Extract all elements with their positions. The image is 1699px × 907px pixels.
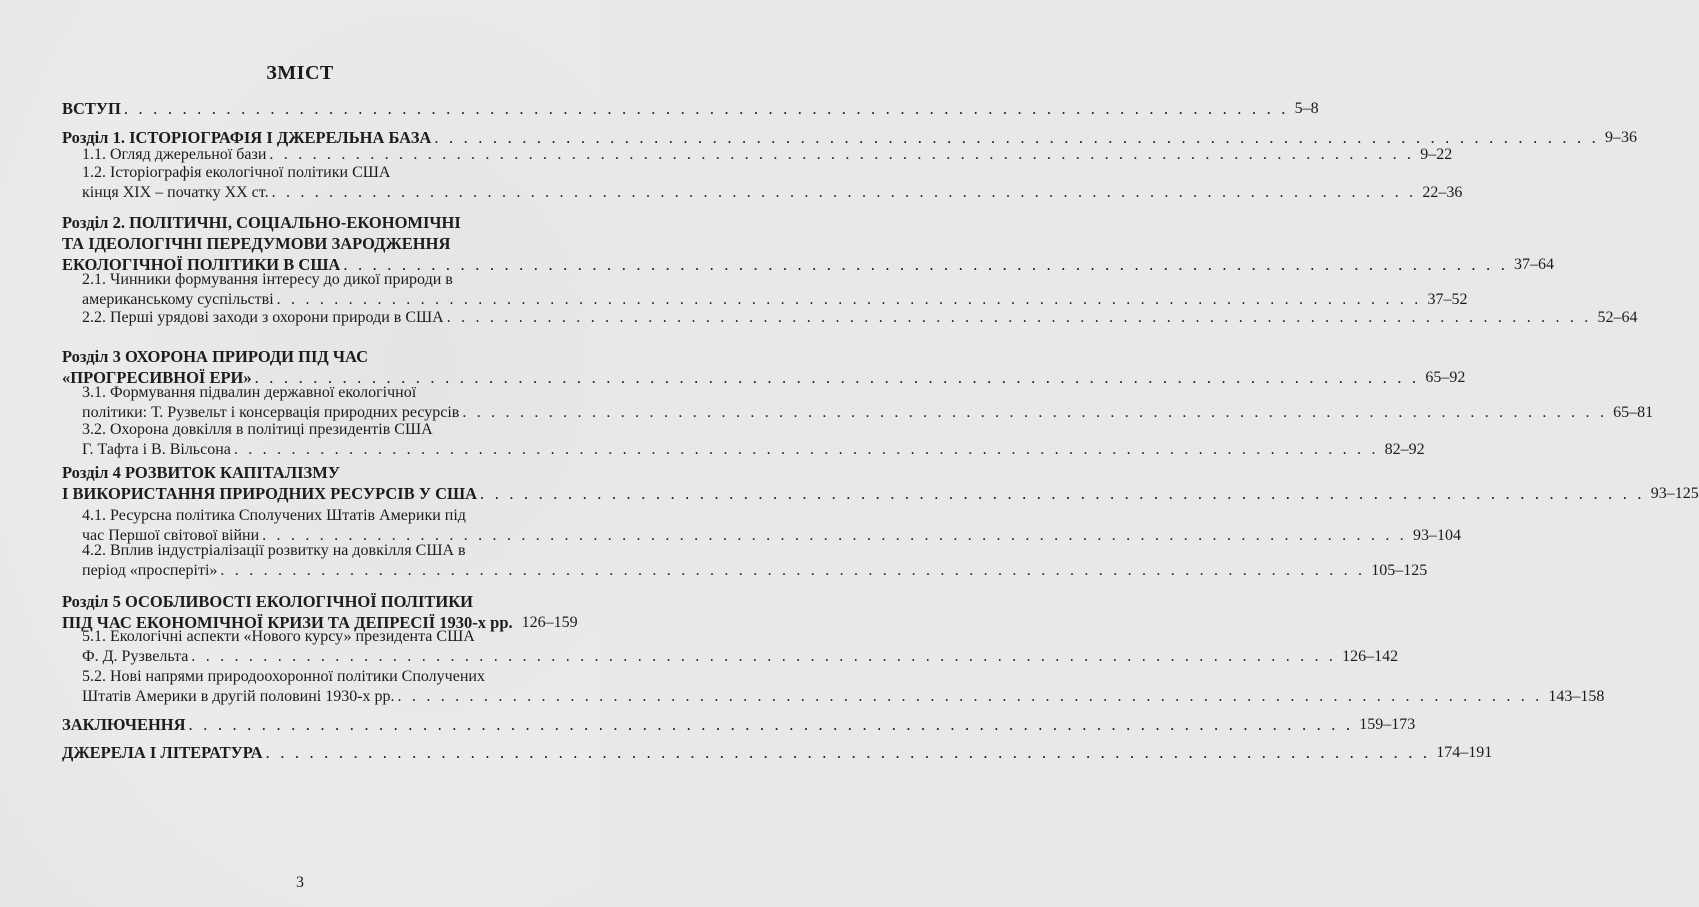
toc-page-range: 65–92	[1425, 369, 1466, 386]
toc-page-range: 93–104	[1412, 526, 1461, 544]
toc-entry-line: 4.2. Вплив індустріалізації розвитку на довкілля США в	[82, 542, 466, 559]
dot-leader: . . . . . . . . . . . . . . . . . . . . . . . . . . . . . . . . . . . . . . . . . . . . . . . . . . . . . . . . . . . . . . . . . . . . . . . . . . . . . . . .	[462, 403, 1608, 421]
toc-chapter-entry	[62, 346, 1466, 388]
toc-page-range: 37–52	[1427, 290, 1468, 308]
toc-entry-title: «ПРОГРЕСИВНОЇ ЕРИ»	[62, 368, 252, 387]
toc-entry-line	[82, 290, 1468, 310]
toc-entry-title: Ф. Д. Рузвельта	[82, 647, 189, 665]
toc-entry-title: Штатів Америки в другій половині 1930-х рр.	[82, 687, 395, 705]
toc-entry-line	[82, 687, 1605, 707]
toc-section-entry	[82, 627, 1399, 666]
toc-entry-title: Розділ 1. ІСТОРІОГРАФІЯ І ДЖЕРЕЛЬНА БАЗА	[62, 128, 432, 147]
toc-entry-title: ЕКОЛОГІЧНОЇ ПОЛІТИКИ В США	[62, 255, 341, 274]
toc-page-range: 93–125	[1650, 485, 1699, 502]
toc-entry-title: ПІД ЧАС ЕКОНОМІЧНОЇ КРИЗИ ТА ДЕПРЕСІЇ 1930-х рр.	[62, 613, 513, 632]
toc-entry-title: ДЖЕРЕЛА І ЛІТЕРАТУРА	[62, 743, 263, 762]
toc-entry-title: політики: Т. Рузвельт і консервація природних ресурсів	[82, 403, 460, 421]
toc-entry-line: Розділ 4 РОЗВИТОК КАПІТАЛІЗМУ	[62, 463, 340, 482]
toc-page-range: 126–159	[521, 614, 578, 631]
toc-page-range: 37–64	[1514, 256, 1555, 273]
dot-leader: . . . . . . . . . . . . . . . . . . . . . . . . . . . . . . . . . . . . . . . . . . . . . . . . . . . . . . . . . . . . . . . . . . . . . . . . . . . . . . . .	[254, 368, 1420, 387]
toc-chapter-entry	[62, 714, 1416, 735]
toc-entry-title: час Першої світової війни	[82, 526, 260, 544]
dot-leader: . . . . . . . . . . . . . . . . . . . . . . . . . . . . . . . . . . . . . . . . . . . . . . . . . . . . . . . . . . . . . . . . . . . . . . . . . . . . . . . .	[276, 290, 1422, 308]
toc-entry-title: кінця XIX – початку XX ст.	[82, 183, 269, 201]
toc-entry-title: І ВИКОРИСТАННЯ ПРИРОДНИХ РЕСУРСІВ У США	[62, 484, 478, 503]
toc-section-entry	[82, 270, 1468, 309]
toc-section-entry	[82, 506, 1461, 545]
toc-page-range: 105–125	[1371, 561, 1428, 579]
dot-leader: . . . . . . . . . . . . . . . . . . . . . . . . . . . . . . . . . . . . . . . . . . . . . . . . . . . . . . . . . . . . . . . . . . . . . . . . . . . . . . . .	[480, 484, 1645, 503]
toc-page-range: 9–36	[1605, 129, 1638, 146]
toc-section-entry	[82, 541, 1428, 580]
toc-entry-line: 5.1. Екологічні аспекти «Нового курсу» президента США	[82, 628, 475, 645]
toc-entry-title: ЗАКЛЮЧЕННЯ	[62, 715, 186, 734]
toc-entry-title: 1.1. Огляд джерельної бази	[82, 146, 267, 163]
toc-chapter-entry	[62, 212, 1555, 275]
toc-page-range: 126–142	[1342, 647, 1399, 665]
dot-leader: . . . . . . . . . . . . . . . . . . . . . . . . . . . . . . . . . . . . . . . . . . . . . . . . . . . . . . . . . . . . . . . . . . . . . . . . . . . . . . . .	[343, 255, 1509, 274]
dot-leader: . . . . . . . . . . . . . . . . . . . . . . . . . . . . . . . . . . . . . . . . . . . . . . . . . . . . . . . . . . . . . . . . . . . . . . . . . . . . . . . .	[397, 687, 1543, 705]
toc-entry-line	[82, 647, 1399, 667]
toc-chapter-entry	[62, 742, 1493, 763]
toc-entry-line: Розділ 3 ОХОРОНА ПРИРОДИ ПІД ЧАС	[62, 347, 368, 366]
dot-leader: . . . . . . . . . . . . . . . . . . . . . . . . . . . . . . . . . . . . . . . . . . . . . . . . . . . . . . . . . . . . . . . . . . . . . . . . . . . . . . . .	[269, 146, 1415, 163]
toc-page-range: 22–36	[1422, 183, 1463, 201]
dot-leader: . . . . . . . . . . . . . . . . . . . . . . . . . . . . . . . . . . . . . . . . . . . . . . . . . . . . . . . . . . . . . . . . . . . . . . . . . . . . . . . .	[188, 715, 1354, 734]
toc-entry-line	[82, 183, 1463, 203]
dot-leader: . . . . . . . . . . . . . . . . . . . . . . . . . . . . . . . . . . . . . . . . . . . . . . . . . . . . . . . . . . . . . . . . . . . . . . . . . . . . . . . .	[220, 561, 1366, 579]
dot-leader: . . . . . . . . . . . . . . . . . . . . . . . . . . . . . . . . . . . . . . . . . . . . . . . . . . . . . . . . . . . . . . . . . . . . . . . . . . . . . . . .	[233, 440, 1379, 458]
page-title: ЗМІСТ	[266, 62, 334, 84]
toc-section-entry	[82, 420, 1425, 459]
toc-page-range: 82–92	[1384, 440, 1425, 458]
toc-entry-line: 2.1. Чинники формування інтересу до дикої природи в	[82, 271, 453, 288]
toc-page-range: 143–158	[1548, 687, 1605, 705]
toc-entry-title: період «просперіті»	[82, 561, 218, 579]
toc-page-range: 174–191	[1436, 744, 1493, 761]
toc-entry-line: Розділ 2. ПОЛІТИЧНІ, СОЦІАЛЬНО-ЕКОНОМІЧНІ	[62, 213, 461, 232]
toc-section-entry	[82, 308, 1638, 328]
dot-leader: . . . . . . . . . . . . . . . . . . . . . . . . . . . . . . . . . . . . . . . . . . . . . . . . . . . . . . . . . . . . . . . . . . . . . . . . . . . . . . . .	[123, 99, 1289, 118]
page-number: 3	[296, 874, 304, 891]
toc-entry-line: 1.2. Історіографія екологічної політики США	[82, 164, 391, 181]
toc-entry-title: 2.2. Перші урядові заходи з охорони природи в США	[82, 309, 444, 326]
toc-entry-line	[82, 145, 1453, 165]
dot-leader: . . . . . . . . . . . . . . . . . . . . . . . . . . . . . . . . . . . . . . . . . . . . . . . . . . . . . . . . . . . . . . . . . . . . . . . . . . . . . . . .	[262, 526, 1407, 544]
toc-section-entry	[82, 163, 1463, 202]
toc-page-range: 9–22	[1420, 146, 1453, 163]
toc-page-range: 5–8	[1294, 100, 1319, 117]
toc-chapter-entry	[62, 98, 1319, 119]
toc-entry-line: 4.1. Ресурсна політика Сполучених Штатів Америки під	[82, 507, 466, 524]
toc-section-entry	[82, 145, 1453, 165]
toc-entry-line	[62, 98, 1319, 119]
dot-leader: . . . . . . . . . . . . . . . . . . . . . . . . . . . . . . . . . . . . . . . . . . . . . . . . . . . . . . . . . . . . . . . . . . . . . . . . . . . . . . . .	[265, 743, 1431, 762]
toc-page-range: 65–81	[1613, 403, 1654, 421]
toc-entry-line	[82, 561, 1428, 581]
toc-page-range: 159–173	[1359, 716, 1416, 733]
toc-entry-line	[62, 714, 1416, 735]
toc-page-range: 52–64	[1597, 309, 1638, 326]
toc-entry-line	[62, 483, 1699, 504]
toc-entry-line: 3.2. Охорона довкілля в політиці президентів США	[82, 421, 433, 438]
dot-leader: . . . . . . . . . . . . . . . . . . . . . . . . . . . . . . . . . . . . . . . . . . . . . . . . . . . . . . . . . . . . . . . . . . . . . . . . . . . . . . . .	[271, 183, 1417, 201]
toc-entry-line: Розділ 5 ОСОБЛИВОСТІ ЕКОЛОГІЧНОЇ ПОЛІТИКИ	[62, 592, 474, 611]
toc-section-entry	[82, 383, 1654, 422]
toc-entry-line: 5.2. Нові напрями природоохоронної політики Сполучених	[82, 668, 485, 685]
dot-leader: . . . . . . . . . . . . . . . . . . . . . . . . . . . . . . . . . . . . . . . . . . . . . . . . . . . . . . . . . . . . . . . . . . . . . . . . . . . . . . . .	[434, 128, 1600, 147]
toc-entry-title: ВСТУП	[62, 99, 121, 118]
toc-entry-line: 3.1. Формування підвалин державної екологічної	[82, 384, 417, 401]
toc-entry-line: ТА ІДЕОЛОГІЧНІ ПЕРЕДУМОВИ ЗАРОДЖЕННЯ	[62, 234, 451, 253]
toc-entry-title: Г. Тафта і В. Вільсона	[82, 440, 231, 458]
toc-entry-line	[82, 308, 1638, 328]
toc-section-entry	[82, 667, 1605, 706]
dot-leader: . . . . . . . . . . . . . . . . . . . . . . . . . . . . . . . . . . . . . . . . . . . . . . . . . . . . . . . . . . . . . . . . . . . . . . . . . . . . . . . .	[191, 647, 1337, 665]
toc-entry-line	[62, 742, 1493, 763]
toc-chapter-entry	[62, 462, 1699, 504]
toc-entry-line	[82, 440, 1425, 460]
toc-entry-title: американському суспільстві	[82, 290, 274, 308]
dot-leader: . . . . . . . . . . . . . . . . . . . . . . . . . . . . . . . . . . . . . . . . . . . . . . . . . . . . . . . . . . . . . . . . . . . . . . . . . . . . . . . .	[446, 309, 1592, 326]
